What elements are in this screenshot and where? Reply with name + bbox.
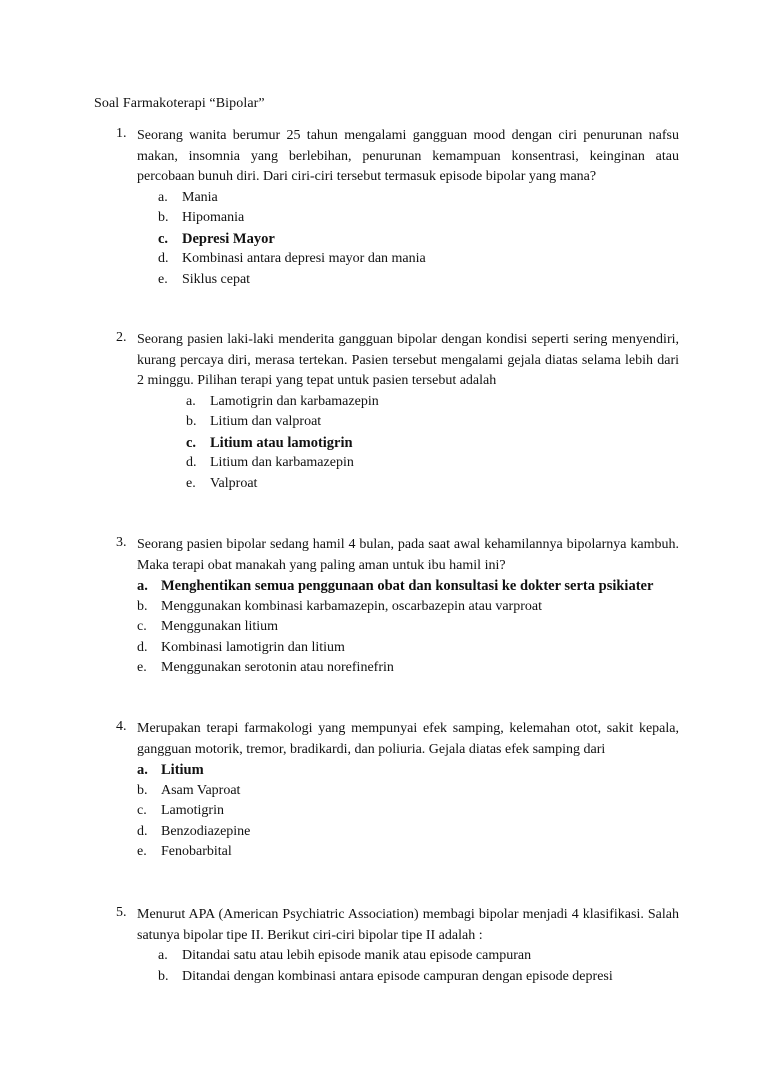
option-d [137,822,679,843]
option-b [137,597,679,618]
question-number: 3. [116,535,127,550]
question-4 [94,719,679,863]
question-5 [94,905,679,987]
option-letter: d. [186,455,197,470]
option-list [158,188,679,291]
option-text: Fenobarbital [161,844,232,859]
option-d [137,638,679,659]
option-b [137,781,679,802]
question-number: 5. [116,905,127,920]
option-letter: b. [158,968,169,984]
question-text: Merupakan terapi farmakologi yang mempunyai efek samping, kelemahan otot, sakit kepala, gangguan motorik, tremor, bradikardi, dan poliuria. Gejala diatas efek samping dari [137,721,679,757]
option-d [186,453,679,474]
option-letter: d. [137,823,148,839]
option-letter: c. [158,230,169,247]
option-text: Benzodiazepine [161,823,251,839]
option-letter: a. [137,578,148,594]
option-text: Depresi Mayor [182,230,275,247]
option-e [137,842,679,863]
option-text: Litium atau lamotigrin [210,434,353,451]
option-letter: a. [137,762,148,778]
option-b [158,208,679,229]
option-text: Asam Vaproat [161,782,241,798]
option-c [137,617,679,638]
option-e [158,270,679,291]
question-text: Menurut APA (American Psychiatric Association) membagi bipolar menjadi 4 klasifikasi. Salah satunya bipolar tipe II. Berikut ciri-ciri bipolar tipe II adalah : [137,907,679,943]
question-2 [94,330,679,494]
document-title: Soal Farmakoterapi “Bipolar” [94,96,265,111]
option-letter: a. [186,393,196,409]
option-text: Litium [161,762,204,778]
question-3 [94,535,679,679]
option-letter: c. [137,619,147,634]
option-a [137,760,679,781]
option-text: Siklus cepat [182,271,251,287]
option-c [137,801,679,822]
question-text: Seorang pasien bipolar sedang hamil 4 bulan, pada saat awal kehamilannya bipolarnya kambuh. Maka terapi obat manakah yang paling aman untuk ibu hamil ini? [137,537,679,573]
option-letter: e. [137,660,147,675]
option-b [158,967,679,988]
option-text: Lamotigrin [161,803,224,818]
option-letter: a. [158,189,168,205]
question-number: 4. [116,719,127,734]
option-list [186,392,679,495]
option-list [137,760,679,863]
option-letter: b. [137,782,148,798]
option-text: Menggunakan serotonin atau norefinefrin [161,660,394,675]
option-text: Hipomania [182,210,245,225]
option-letter: b. [186,414,197,429]
question-text: Seorang wanita berumur 25 tahun mengalami gangguan mood dengan ciri penurunan nafsu makan, insomnia yang berlebihan, penurunan kemampuan konsentrasi, keinginan atau percobaan bunuh diri. Dari ciri-ciri tersebut termasuk episode bipolar yang mana? [137,128,679,184]
option-a [158,188,679,209]
option-e [137,658,679,679]
question-number: 1. [116,126,127,141]
option-letter: c. [186,434,197,451]
option-text: Menggunakan litium [161,619,279,634]
option-letter: c. [137,803,147,818]
option-text: Ditandai satu atau lebih episode manik atau episode campuran [182,948,532,963]
option-list [137,576,679,679]
option-a [158,946,679,967]
option-letter: e. [158,271,168,287]
option-text: Kombinasi antara depresi mayor dan mania [182,251,426,266]
option-letter: e. [137,844,147,859]
option-e [186,474,679,495]
option-a [186,392,679,413]
option-text: Kombinasi lamotigrin dan litium [161,639,345,655]
option-text: Ditandai dengan kombinasi antara episode campuran dengan episode depresi [182,968,613,984]
option-letter: b. [158,210,169,225]
question-text: Seorang pasien laki-laki menderita gangguan bipolar dengan kondisi seperti sering menyendiri, kurang percaya diri, merasa tertekan. Pasien tersebut mengalami gejala diatas selama lebih dari 2 minggu. Pilihan terapi yang tepat untuk pasien tersebut adalah [137,332,679,388]
option-text: Menghentikan semua penggunaan obat dan konsultasi ke dokter serta psikiater [161,578,654,594]
option-letter: b. [137,598,148,614]
option-letter: d. [158,251,169,266]
option-letter: e. [186,475,196,491]
option-c [186,433,679,454]
option-text: Valproat [210,475,258,491]
option-c [158,229,679,250]
option-list [158,946,679,987]
option-d [158,249,679,270]
question-number: 2. [116,330,127,345]
option-a [137,576,679,597]
question-1 [94,126,679,290]
option-text: Litium dan karbamazepin [210,455,354,470]
option-text: Mania [182,189,218,205]
option-letter: a. [158,948,168,963]
option-text: Menggunakan kombinasi karbamazepin, oscarbazepin atau varproat [161,598,542,614]
option-text: Lamotigrin dan karbamazepin [210,393,379,409]
option-letter: d. [137,639,148,655]
option-text: Litium dan valproat [210,414,322,429]
option-b [186,412,679,433]
